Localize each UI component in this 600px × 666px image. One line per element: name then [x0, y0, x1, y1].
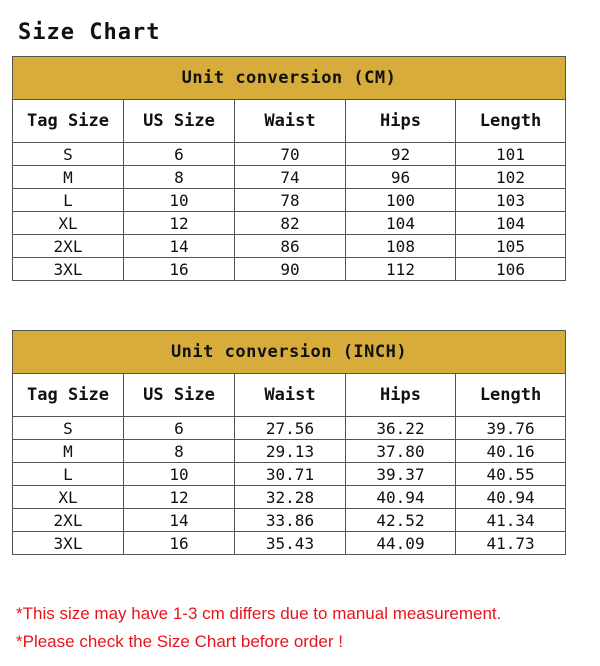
table-cell: 10 [124, 189, 235, 212]
table-row [13, 212, 566, 235]
table-cell: 36.22 [346, 417, 456, 440]
table-cell: 14 [124, 235, 235, 258]
table-cell: 90 [235, 258, 346, 281]
measurement-note: *This size may have 1-3 cm differs due to manual measurement. [16, 604, 502, 623]
table-row [13, 166, 566, 189]
size-table-inch [12, 330, 566, 555]
table-cell: 104 [346, 212, 456, 235]
table-cell: 102 [456, 166, 566, 189]
table-cell: 82 [235, 212, 346, 235]
table-cell: 6 [124, 143, 235, 166]
page-title: Size Chart [18, 20, 161, 45]
table-cell: 41.73 [456, 532, 566, 555]
size-table-cm [12, 56, 566, 281]
table-cell: 3XL [13, 532, 124, 555]
table-cell: 44.09 [346, 532, 456, 555]
table-row [13, 509, 566, 532]
table-cell: 8 [124, 440, 235, 463]
table-cell: 105 [456, 235, 566, 258]
table-cell: 29.13 [235, 440, 346, 463]
column-header-tag-size: Tag Size [13, 100, 124, 143]
table-cell: S [13, 143, 124, 166]
table-cell: L [13, 463, 124, 486]
table-row [13, 486, 566, 509]
table-cell: 3XL [13, 258, 124, 281]
table-cell: 2XL [13, 235, 124, 258]
table-cell: M [13, 166, 124, 189]
table-row [13, 189, 566, 212]
table-row [13, 417, 566, 440]
column-header-hips: Hips [346, 374, 456, 417]
column-header-waist: Waist [235, 374, 346, 417]
table-cell: 101 [456, 143, 566, 166]
table-row [13, 532, 566, 555]
table-cell: 92 [346, 143, 456, 166]
column-header-tag-size: Tag Size [13, 374, 124, 417]
table-cell: 16 [124, 258, 235, 281]
table-cell: 27.56 [235, 417, 346, 440]
table-caption: Unit conversion (INCH) [13, 331, 566, 374]
table-cell: 78 [235, 189, 346, 212]
table-cell: 12 [124, 486, 235, 509]
table-cell: 70 [235, 143, 346, 166]
table-caption: Unit conversion (CM) [13, 57, 566, 100]
table-cell: 8 [124, 166, 235, 189]
table-cell: 40.94 [346, 486, 456, 509]
table-cell: M [13, 440, 124, 463]
table-cell: 32.28 [235, 486, 346, 509]
table-cell: 106 [456, 258, 566, 281]
column-header-hips: Hips [346, 100, 456, 143]
table-cell: 74 [235, 166, 346, 189]
order-note: *Please check the Size Chart before order ! [16, 632, 343, 651]
table-cell: 104 [456, 212, 566, 235]
table-cell: XL [13, 486, 124, 509]
table-row [13, 463, 566, 486]
table-cell: 103 [456, 189, 566, 212]
table-cell: 40.16 [456, 440, 566, 463]
column-header-waist: Waist [235, 100, 346, 143]
table-cell: 10 [124, 463, 235, 486]
table-cell: 100 [346, 189, 456, 212]
table-cell: 30.71 [235, 463, 346, 486]
table-cell: 6 [124, 417, 235, 440]
table-cell: 86 [235, 235, 346, 258]
table-cell: 41.34 [456, 509, 566, 532]
table-cell: 112 [346, 258, 456, 281]
table-cell: 108 [346, 235, 456, 258]
column-header-length: Length [456, 374, 566, 417]
table-cell: L [13, 189, 124, 212]
table-cell: 37.80 [346, 440, 456, 463]
table-cell: 12 [124, 212, 235, 235]
table-cell: 40.94 [456, 486, 566, 509]
table-cell: 35.43 [235, 532, 346, 555]
table-row [13, 235, 566, 258]
table-cell: 2XL [13, 509, 124, 532]
table-cell: 39.76 [456, 417, 566, 440]
table-cell: 39.37 [346, 463, 456, 486]
table-row [13, 143, 566, 166]
table-row [13, 258, 566, 281]
table-cell: 14 [124, 509, 235, 532]
column-header-us-size: US Size [124, 100, 235, 143]
table-row [13, 440, 566, 463]
column-header-length: Length [456, 100, 566, 143]
table-cell: 42.52 [346, 509, 456, 532]
table-cell: 33.86 [235, 509, 346, 532]
table-cell: XL [13, 212, 124, 235]
column-header-us-size: US Size [124, 374, 235, 417]
table-cell: S [13, 417, 124, 440]
table-cell: 96 [346, 166, 456, 189]
table-cell: 40.55 [456, 463, 566, 486]
table-cell: 16 [124, 532, 235, 555]
